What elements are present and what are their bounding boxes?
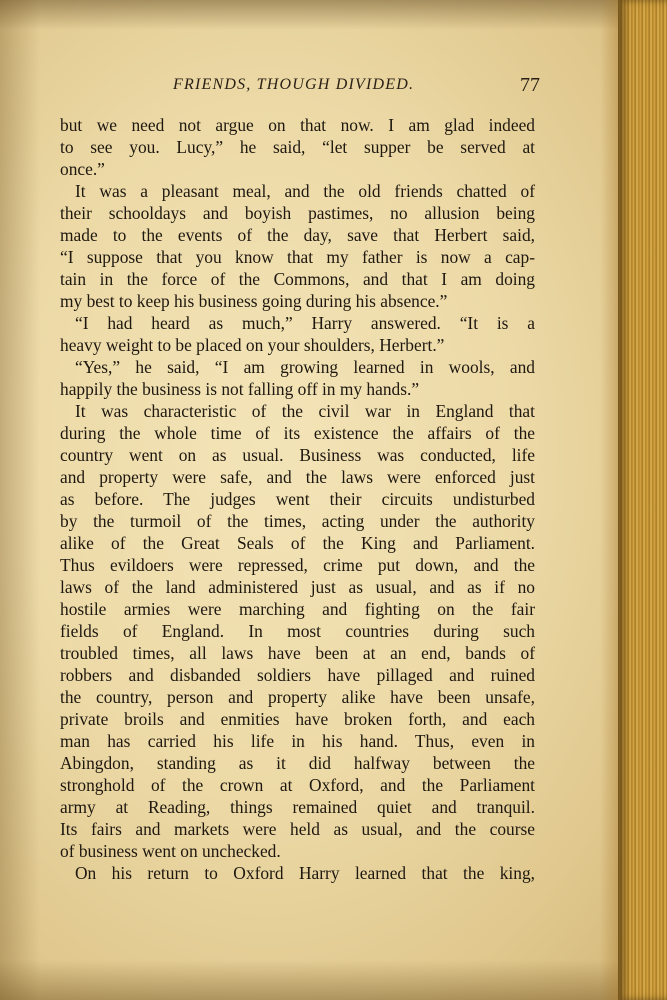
text-line: Thus evildoers were repressed, crime put down, and the [60,555,535,575]
text-line: happily the business is not falling off in my hands.” [60,379,420,399]
text-line: robbers and disbanded soldiers have pillaged and ruined [60,665,535,685]
page-number: 77 [520,74,540,96]
bottom-shadow [0,960,667,1000]
text-line: once.” [60,159,105,179]
text-line: “I suppose that you know that my father is now a cap- [60,247,535,267]
text-line: heavy weight to be placed on your shoulders, Herbert.” [60,335,445,355]
text-line: to see you. Lucy,” he said, “let supper be served at [60,137,535,157]
text-line: as before. The judges went their circuits undisturbed [60,489,535,509]
text-line: and property were safe, and the laws were enforced just [60,467,535,487]
text-line: Abingdon, standing as it did halfway between the [60,753,535,773]
text-line: made to the events of the day, save that Herbert said, [60,225,535,245]
text-line: by the turmoil of the times, acting under the authority [60,511,535,531]
text-line: laws of the land administered just as usual, and as if no [60,577,535,597]
text-line: alike of the Great Seals of the King and Parliament. [60,533,535,553]
spine-shadow [0,0,40,1000]
top-shadow [0,0,667,30]
text-line: during the whole time of its existence the affairs of the [60,423,535,443]
running-header [60,74,540,100]
text-line: army at Reading, things remained quiet and tranquil. [60,797,535,817]
text-line: troubled times, all laws have been at an end, bands of [60,643,535,663]
text-line: “I had heard as much,” Harry answered. “It is a [75,313,535,333]
text-line: stronghold of the crown at Oxford, and the Parliament [60,775,535,795]
text-line: “Yes,” he said, “I am growing learned in wools, and [75,357,535,377]
text-line: their schooldays and boyish pastimes, no allusion being [60,203,535,223]
text-line: of business went on unchecked. [60,841,281,861]
page-body-text [60,114,535,884]
text-line: On his return to Oxford Harry learned that the king, [75,863,535,883]
running-title: FRIENDS, THOUGH DIVIDED. [173,76,415,93]
text-line: It was a pleasant meal, and the old friends chatted of [75,181,535,201]
text-line: It was characteristic of the civil war in England that [75,401,535,421]
text-line: Its fairs and markets were held as usual, and the course [60,819,535,839]
text-line: country went on as usual. Business was conducted, life [60,445,535,465]
text-line: fields of England. In most countries during such [60,621,535,641]
text-line: but we need not argue on that now. I am glad indeed [60,115,535,135]
text-line: tain in the force of the Commons, and that I am doing [60,269,535,289]
text-line: hostile armies were marching and fighting on the fair [60,599,535,619]
text-line: the country, person and property alike have been unsafe, [60,687,535,707]
gilt-page-edges [618,0,667,1000]
text-line: private broils and enmities have broken forth, and each [60,709,535,729]
text-line: my best to keep his business going during his absence.” [60,291,448,311]
text-line: man has carried his life in his hand. Thus, even in [60,731,535,751]
